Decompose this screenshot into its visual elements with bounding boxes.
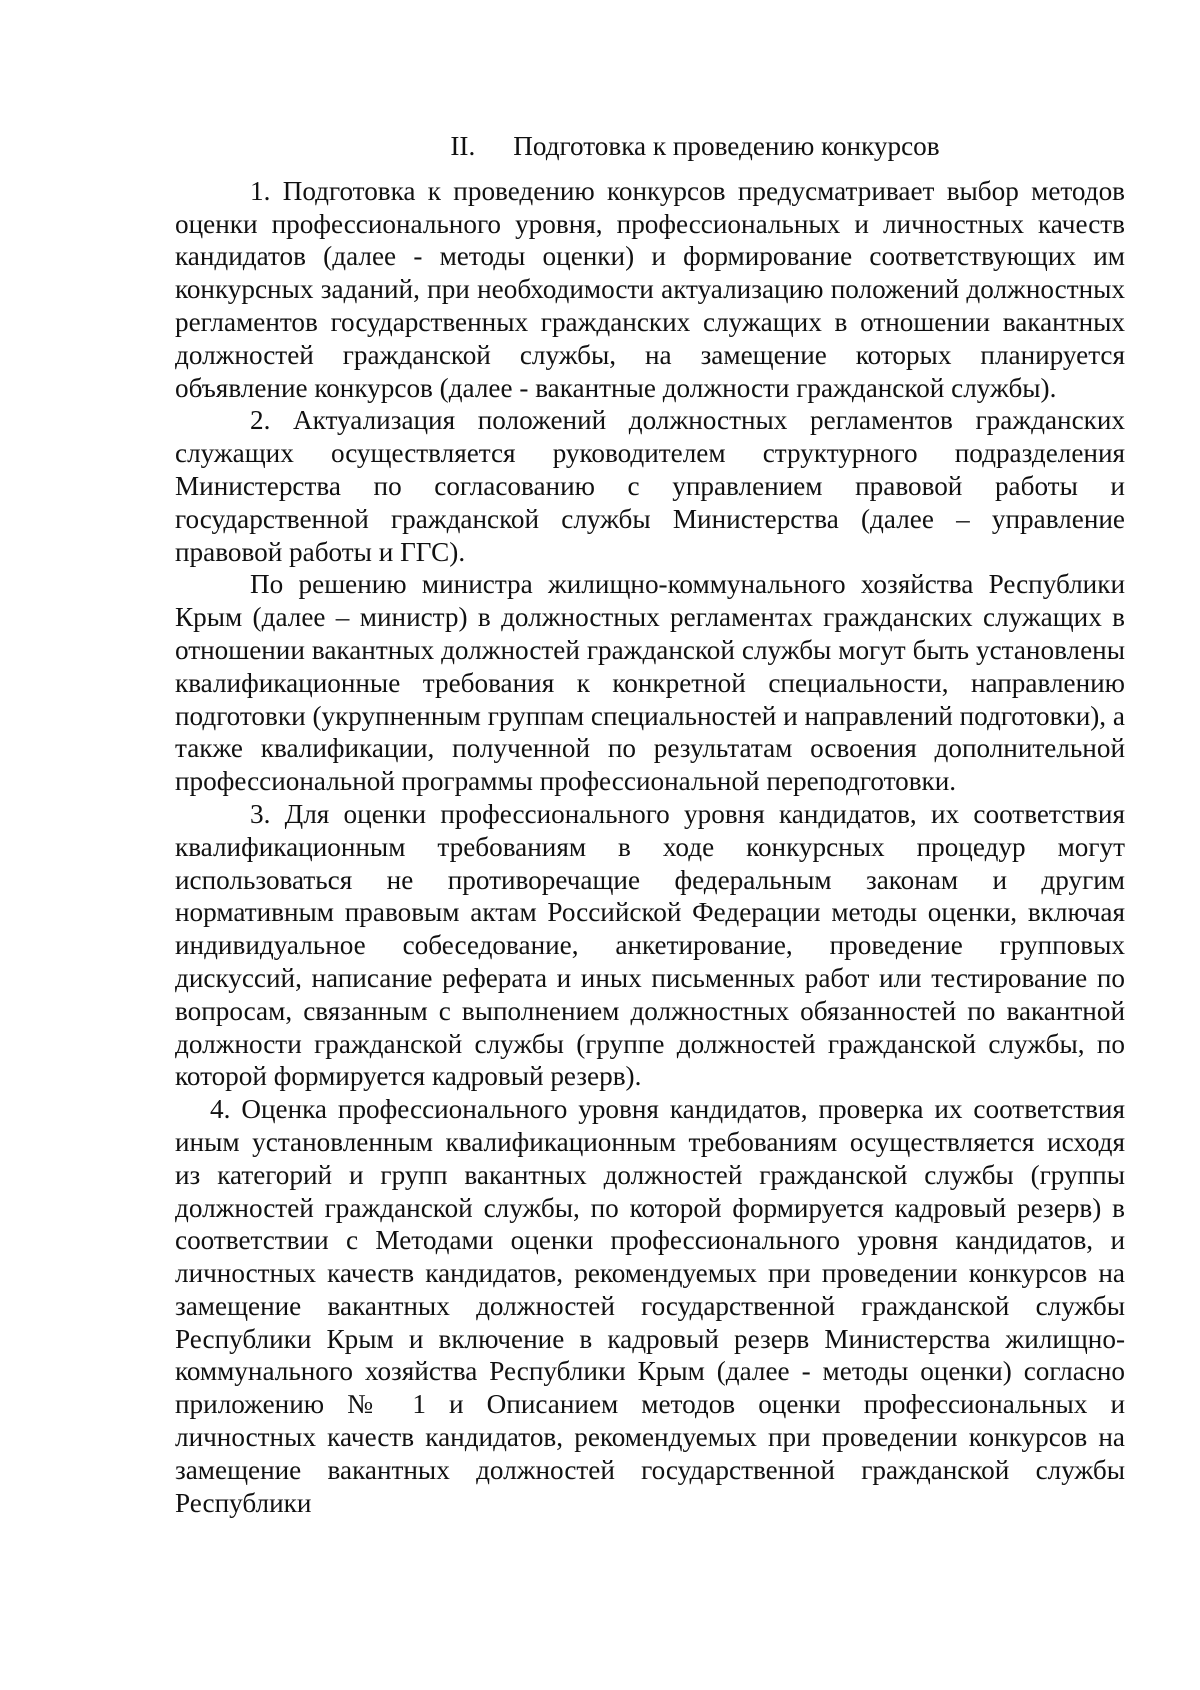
paragraph-2-continued: По решению министра жилищно-коммунального хозяйства Республики Крым (далее – министр) в должностных регламентах гражданских служащих в отношении вакантных должностей гражданской службы могут быть установлены квалификационные требования к конкретной специальности, направлению подготовки (укрупненным группам специальностей и направлений подготовки), а также квалификации, полученной по результатам освоения дополнительной профессиональной программы профессиональной переподготовки. <box>175 569 1125 797</box>
paragraph-3: 3. Для оценки профессионального уровня кандидатов, их соответствия квалификационным требованиям в ходе конкурсных процедур могут использоваться не противоречащие федеральным законам и другим нормативным правовым актам Российской Федерации методы оценки, включая индивидуальное собеседование, анкетирование, проведение групповых дискуссий, написание реферата и иных письменных работ или тестирование по вопросам, связанным с выполнением должностных обязанностей по вакантной должности гражданской службы (группе должностей гражданской службы, по которой формируется кадровый резерв). <box>175 798 1125 1092</box>
section-heading <box>175 130 1125 163</box>
paragraph-1: 1. Подготовка к проведению конкурсов предусматривает выбор методов оценки профессионального уровня, профессиональных и личностных качеств кандидатов (далее - методы оценки) и формирование соответствующих им конкурсных заданий, при необходимости актуализацию положений должностных регламентов государственных гражданских служащих в отношении вакантных должностей гражданской службы, на замещение которых планируется объявление конкурсов (далее - вакантные должности гражданской службы). <box>175 175 1125 403</box>
paragraph-2: 2. Актуализация положений должностных регламентов гражданских служащих осуществляется руководителем структурного подразделения Министерства по согласованию с управлением правовой работы и государственной гражданской службы Министерства (далее – управление правовой работы и ГГС). <box>175 405 1125 567</box>
document-page <box>175 130 1125 1519</box>
section-title: Подготовка к проведению конкурсов <box>513 131 940 161</box>
section-number: II. <box>450 131 476 161</box>
paragraph-4: 4. Оценка профессионального уровня кандидатов, проверка их соответствия иным установленным квалификационным требованиям осуществляется исходя из категорий и групп вакантных должностей гражданской службы (группы должностей гражданской службы, по которой формируется кадровый резерв) в соответствии с Методами оценки профессионального уровня кандидатов, и личностных качеств кандидатов, рекомендуемых при проведении конкурсов на замещение вакантных должностей государственной гражданской службы Республики Крым и включение в кадровый резерв Министерства жилищно-коммунального хозяйства Республики Крым (далее - методы оценки) согласно приложению № 1 и Описанием методов оценки профессиональных и личностных качеств кандидатов, рекомендуемых при проведении конкурсов на замещение вакантных должностей государственной гражданской службы Республики <box>175 1094 1125 1518</box>
